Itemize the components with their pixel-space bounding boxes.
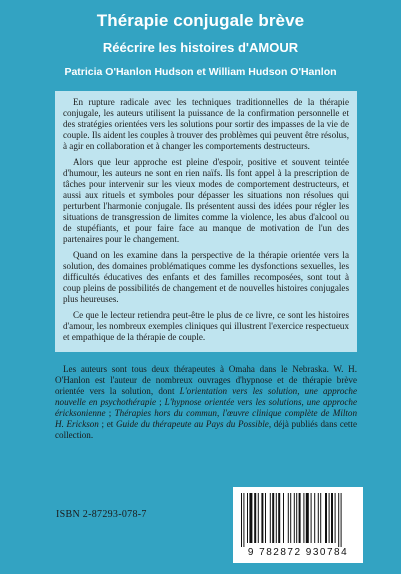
barcode-bar — [303, 493, 304, 543]
barcode-bar — [276, 493, 277, 543]
barcode-bar — [331, 493, 333, 543]
bio-book-4: Guide du thérapeute au Pays du Possible — [115, 419, 269, 429]
barcode-bar — [254, 493, 256, 543]
barcode-bar — [314, 493, 315, 543]
bio-text-2: , déjà publiés dans cette collection. — [55, 419, 357, 440]
bio-sep-2: ; — [105, 408, 115, 418]
barcode-bar — [288, 493, 289, 543]
bio-book-3: Thérapies hors du commun, l'œuvre clinique complète de Milton H. Erickson — [55, 408, 358, 429]
barcode-bar — [318, 493, 319, 543]
summary-panel — [55, 91, 357, 352]
barcode-bar — [325, 493, 327, 543]
isbn-label: ISBN 2-87293-078-7 — [56, 509, 147, 520]
barcode-bar — [265, 493, 266, 543]
barcode-bar — [272, 493, 274, 543]
bio-paragraph — [55, 364, 357, 441]
summary-paragraph-2: Alors que leur approche est pleine d'espoir, positive et souvent teintée d'humour, les auteurs ne sont en rien naïfs. Ils font appel à la prescription de tâches pour intervenir sur les vieux modes de comportement destructeurs, et aussi aux rituels et symboles pour dépasser les situations non résolues qui perturbent l'harmonie conjugale. Ils présentent aussi des idées pour régler les situations de transgression de limites comme la violence, les abus d'alcool ou de stupéfiants, et pour faire face au manque de motivation de l'un des partenaires pour le changement. — [63, 157, 349, 244]
barcode-bar — [261, 493, 263, 543]
bio-sep-3: ; et — [98, 419, 116, 429]
barcode-bar — [296, 493, 297, 543]
authors-bio — [55, 364, 357, 441]
barcode-bar — [270, 493, 271, 543]
book-title: Thérapie conjugale brève — [96, 11, 305, 30]
barcode-bar — [247, 493, 248, 543]
barcode-bar — [294, 493, 295, 543]
barcode-bar — [299, 493, 301, 543]
cover-header — [0, 0, 401, 92]
bio-text-1: Les auteurs sont tous deux thérapeutes à Omaha dans le Nebraska. W. H. O'Hanlon est l'auteur de nombreux ouvrages d'hypnose et de thérapie brève orientée vers la solution, dont — [55, 364, 357, 396]
barcode-bar — [338, 493, 339, 547]
barcode-bar — [283, 493, 284, 543]
barcode-bar — [249, 493, 252, 543]
bio-book-2: L'hypnose orientée vers les solutions, une approche éricksonienne — [55, 397, 357, 418]
barcode-bar — [278, 493, 280, 543]
bio-book-1: L'orientation vers les solution, une approche nouvelle en psychothérapie — [55, 386, 357, 407]
summary-paragraph-4: Ce que le lecteur retiendra peut-être le plus de ce livre, ce sont les histoires d'amour, les nombreux exemples cliniques qui illustrent l'exercice respectueux et empathique de la thérapie de couple. — [63, 310, 349, 342]
bio-sep-1: ; — [156, 397, 165, 407]
barcode-bar — [341, 493, 342, 547]
barcode-bar — [241, 493, 242, 547]
barcode — [233, 487, 363, 563]
barcode-bar — [329, 493, 330, 543]
barcode-bar — [258, 493, 259, 543]
barcode-bar — [290, 493, 291, 543]
book-subtitle: Réécrire les histoires d'AMOUR — [102, 40, 299, 55]
summary-paragraph-1: En rupture radicale avec les techniques traditionnelles de la thérapie conjugale, les auteurs utilisent la puissance de la confirmation personnelle et des stratégies orientées vers les solutions pour sortir des impasses de la vie de couple. Ils aident les couples à trouver des problèmes qui peuvent être résolus, à agir en collaboration et à changer les comportements destructeurs. — [63, 97, 349, 151]
barcode-number: 9 782872 930784 — [247, 547, 349, 558]
barcode-bar — [311, 493, 312, 543]
barcode-bars — [241, 493, 355, 547]
summary-paragraph-3: Quand on les examine dans la perspective de la thérapie orientée vers la solution, des domaines problématiques comme les dysfonctions sexuelles, les difficultés éducatives des enfants et des familles recomposées, sont tout à coup pleins de possibilités de changement et de nouvelles histoires conjugales plus heureuses. — [63, 250, 349, 304]
barcode-bar — [243, 493, 244, 547]
barcode-bar — [320, 493, 321, 543]
book-authors: Patricia O'Hanlon Hudson et William Hudson O'Hanlon — [64, 66, 337, 78]
barcode-bar — [335, 493, 336, 543]
barcode-bar — [306, 493, 309, 543]
